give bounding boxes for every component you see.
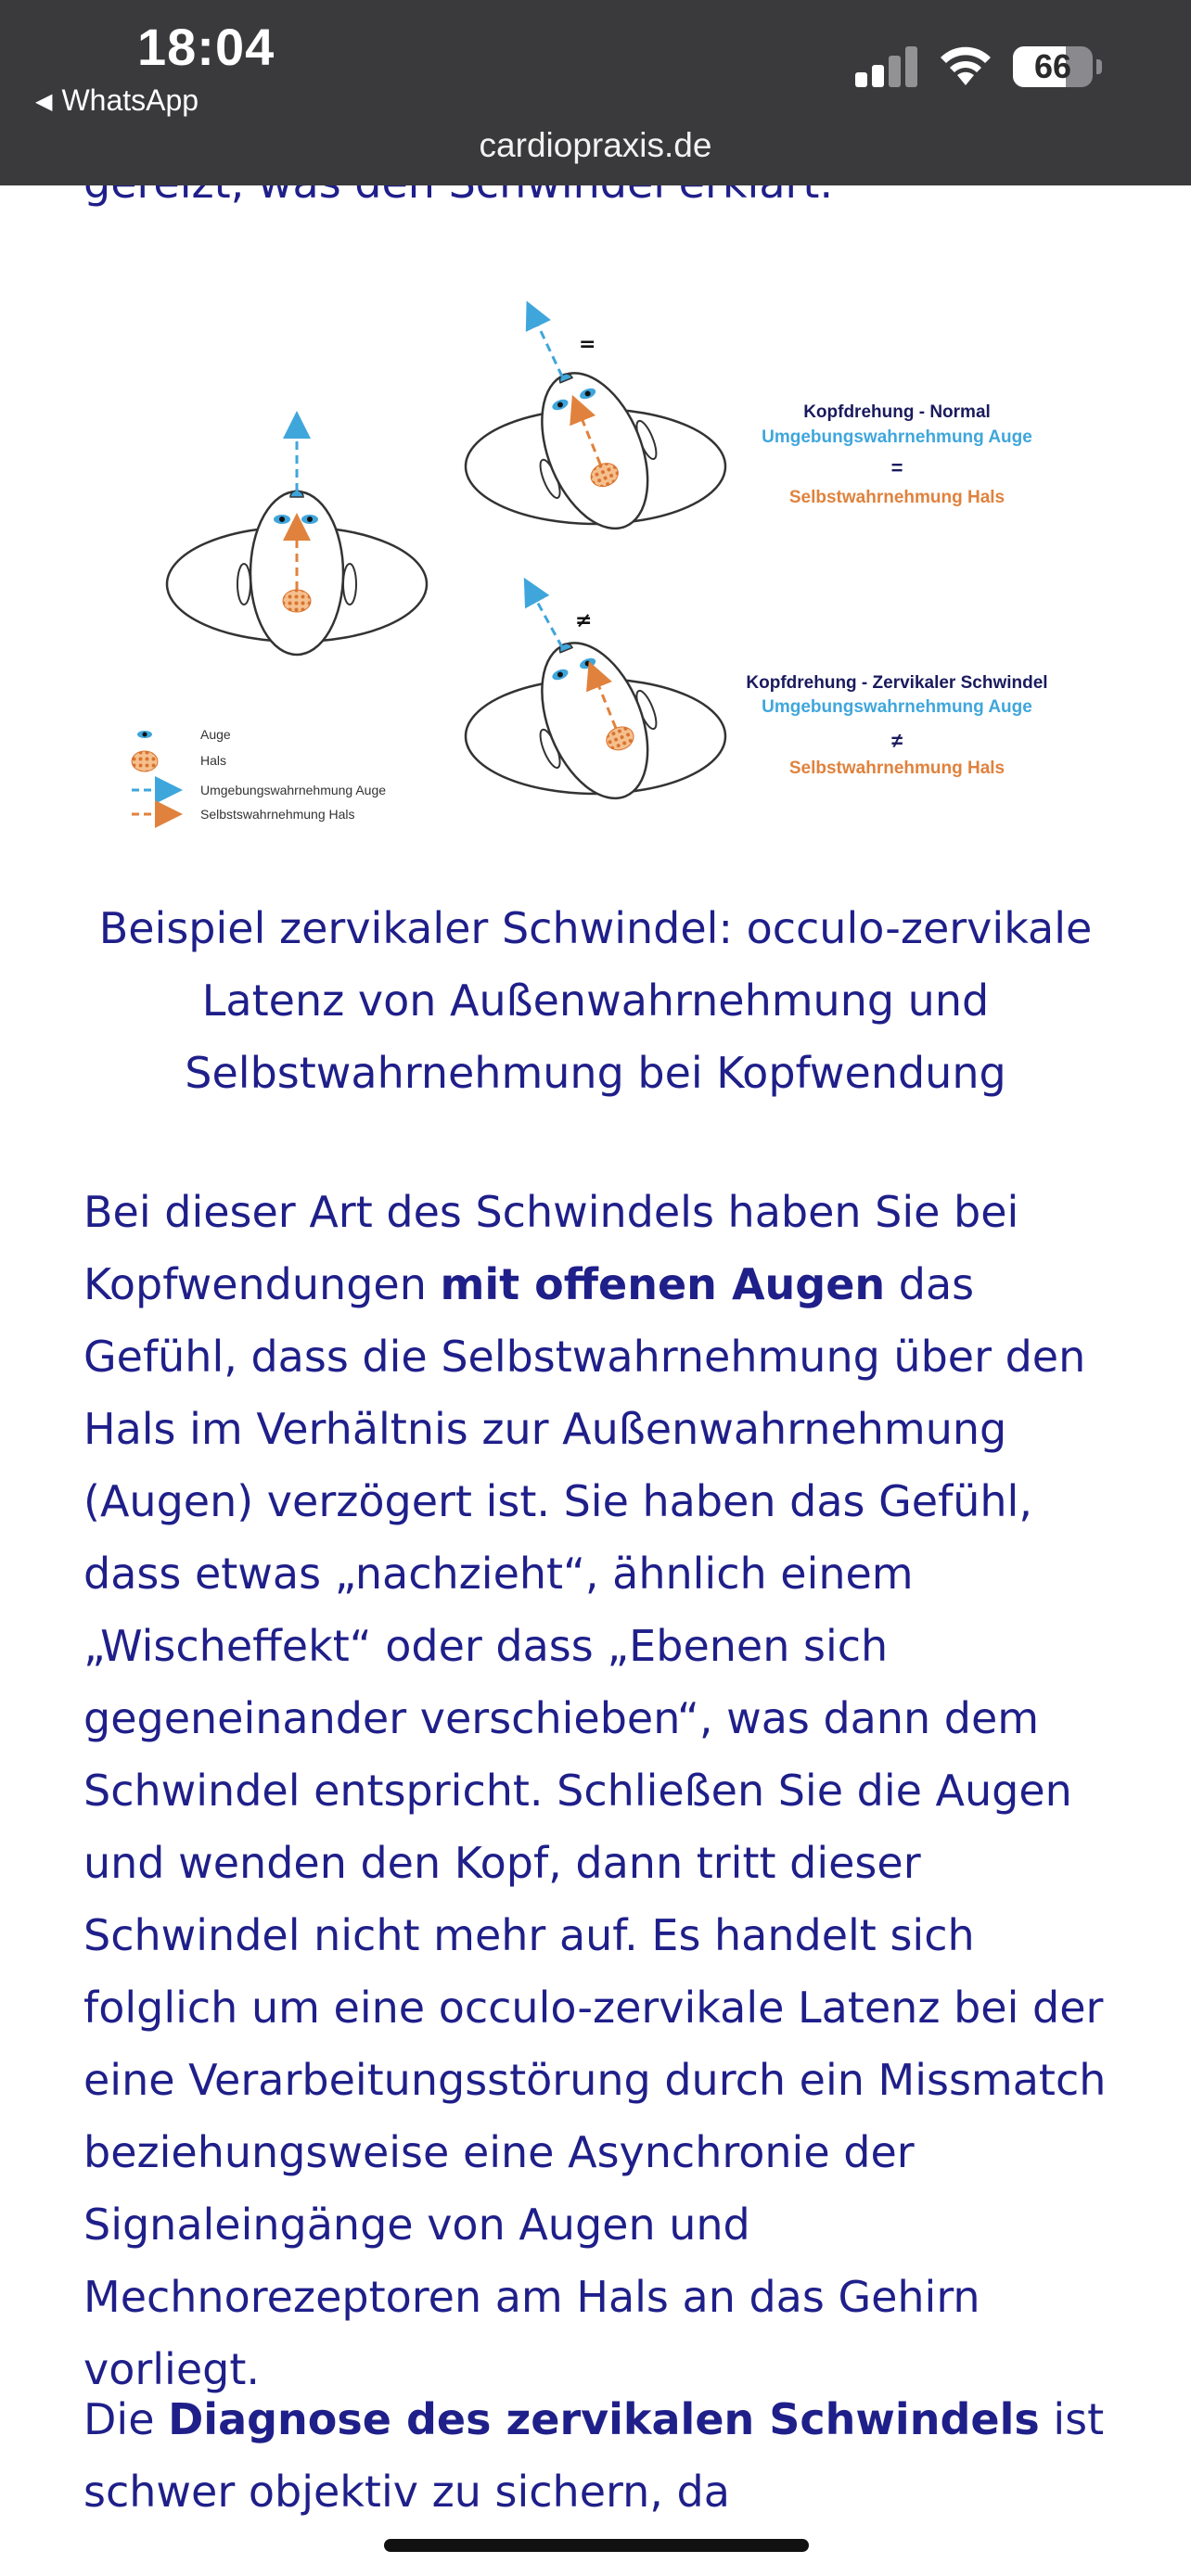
- cervical-relation: ≠: [890, 729, 903, 752]
- normal-eye-label: Umgebungswahrnehmung Auge: [762, 427, 1032, 447]
- back-app-label: WhatsApp: [61, 83, 199, 117]
- equal-symbol: =: [579, 333, 596, 356]
- figure-legend: [132, 727, 386, 822]
- battery-tip: [1096, 59, 1102, 74]
- head-turned-cervical: [466, 590, 725, 818]
- status-and-address-bar: [0, 0, 1191, 185]
- figure-caption: Beispiel zervikaler Schwindel: occulo-zervikale Latenz von Außenwahrnehmung und Selbstwahrnehmung bei Kopfwendung: [98, 903, 1093, 1098]
- normal-neck-label: Selbstwahrnehmung Hals: [788, 488, 1005, 507]
- legend-neck: Hals: [200, 753, 227, 768]
- legend-eye-arrow: Umgebungswahrnehmung Auge: [200, 783, 387, 797]
- wifi-icon: [937, 37, 994, 89]
- home-indicator[interactable]: [384, 2539, 809, 2552]
- cervical-vertigo-figure: [111, 295, 1085, 851]
- legend-eye: Auge: [200, 727, 231, 742]
- paragraph-text: ist schwer objektiv zu sichern, da: [83, 2394, 1105, 2517]
- paragraph-bold: Diagnose des zervikalen Schwindels: [168, 2394, 1040, 2444]
- back-arrow-icon: ◀: [35, 89, 53, 114]
- cervical-title: Kopfdrehung - Zervikaler Schwindel: [746, 673, 1048, 693]
- not-equal-symbol: ≠: [575, 609, 593, 632]
- paragraph-diagnosis: [83, 2383, 1122, 2528]
- head-turned-normal: [466, 313, 725, 548]
- paragraph-text: Die: [83, 2394, 169, 2444]
- legend-neck-icon: [132, 751, 158, 772]
- cervical-eye-label: Umgebungswahrnehmung Auge: [762, 697, 1032, 717]
- normal-labels: [762, 402, 1032, 507]
- address-bar-url[interactable]: cardiopraxis.de: [479, 126, 712, 164]
- paragraph-symptoms: [83, 1176, 1122, 2405]
- cellular-signal-icon: [855, 41, 920, 87]
- back-to-app-link[interactable]: [35, 83, 198, 118]
- cervical-labels: [746, 673, 1047, 778]
- paragraph-text: das Gefühl, dass die Selbstwahrnehmung über den Hals im Verhältnis zur Außenwahrnehmung (Augen) verzögert ist. Sie haben das Gefühl, dass etwas „nachzieht“, ähnlich einem „Wischeffekt“ oder dass „Ebenen sich gegeneinander verschieben“, was dann dem Schwindel entspricht. Schließen Sie die Augen und wenden den Kopf, dann tritt dieser Schwindel nicht mehr auf. Es handelt sich folglich um eine occulo-zervikale Latenz bei der eine Verarbeitungsstörung durch ein Missmatch beziehungsweise eine Asynchronie der Signaleingänge von Augen und Mechnorezeptoren am Hals an das Gehirn vorliegt.: [83, 1259, 1107, 2394]
- status-time: 18:04: [137, 18, 275, 76]
- cervical-neck-label: Selbstwahrnehmung Hals: [788, 759, 1005, 778]
- normal-title: Kopfdrehung - Normal: [803, 402, 991, 422]
- paragraph-text: Bei dieser Art des Schwindels haben Sie bei Kopfwendungen: [83, 1187, 1019, 1309]
- battery-icon: [1013, 46, 1093, 87]
- legend-neck-arrow: Selbstswahrnehmung Hals: [200, 807, 355, 822]
- paragraph-bold: mit offenen Augen: [440, 1259, 886, 1309]
- normal-relation: =: [890, 456, 903, 479]
- battery-percentage: 66: [1033, 47, 1072, 85]
- head-straight: [167, 425, 427, 655]
